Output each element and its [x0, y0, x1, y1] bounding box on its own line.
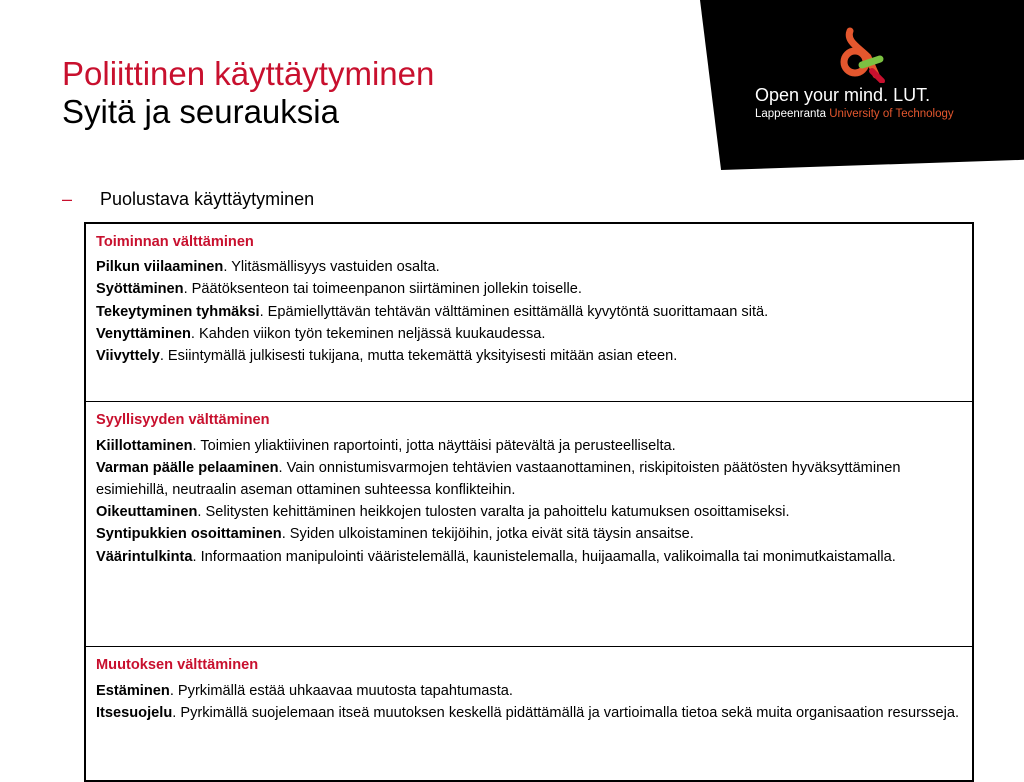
ampersand-logo-icon [838, 27, 888, 83]
entry-description: . Syiden ulkoistaminen tekijöihin, jotka eivät sitä täysin ansaitse. [281, 526, 694, 543]
list-item [96, 301, 962, 323]
list-item [96, 523, 962, 545]
entry-term: Venyttäminen [96, 325, 191, 342]
logo-university: University of Technology [829, 108, 954, 120]
bullet-marker: – [62, 189, 73, 209]
entry-term: Pilkun viilaaminen [96, 259, 224, 276]
list-item [96, 256, 962, 278]
entry-description: . Kahden viikon työn tekeminen neljässä kuukaudessa. [190, 325, 546, 342]
list-item [96, 546, 962, 568]
entry-term: Oikeuttaminen [96, 504, 198, 521]
entry-description: . Pyrkimällä suojelemaan itseä muutoksen keskellä pidättämällä ja vartioimalla tietoa sekä muita organisaation resursseja. [172, 704, 960, 721]
section-cell [85, 647, 973, 782]
table-row [85, 223, 973, 402]
section-cell [85, 223, 973, 402]
title-line-2: Syitä ja seurauksia [62, 93, 339, 130]
bullet-item [62, 188, 314, 210]
list-item [96, 457, 962, 501]
list-item [96, 680, 962, 702]
table-row [85, 402, 973, 647]
entry-term: Väärintulkinta [96, 548, 193, 565]
page-title [62, 55, 434, 131]
entry-description: . Ylitäsmällisyys vastuiden osalta. [223, 259, 440, 276]
title-line-1: Poliittinen käyttäytyminen [62, 55, 435, 92]
entry-term: Viivyttely [96, 348, 160, 365]
bullet-text: Puolustava käyttäytyminen [100, 189, 315, 209]
entry-term: Syntipukkien osoittaminen [96, 526, 282, 543]
entry-term: Syöttäminen [96, 281, 184, 298]
entry-term: Tekeytyminen tyhmäksi [96, 303, 260, 320]
section-heading: Toiminnan välttäminen [96, 234, 254, 250]
list-item [96, 702, 962, 724]
table-row [85, 647, 973, 782]
entry-term: Estäminen [96, 682, 170, 699]
section-heading: Muutoksen välttäminen [96, 657, 259, 674]
section-heading: Syyllisyyden välttäminen [96, 412, 270, 429]
entry-description: . Toimien yliaktiivinen raportointi, jotta näyttäisi pätevältä ja perusteelliselta. [192, 437, 676, 454]
table-body [85, 223, 973, 781]
list-item [96, 323, 962, 345]
entry-term: Varman päälle pelaaminen [96, 459, 279, 476]
entry-term: Kiillottaminen [96, 437, 193, 454]
list-item [96, 435, 962, 457]
list-item [96, 345, 962, 367]
entry-description: . Vain onnistumisvarmojen tehtävien vastaanottaminen, riskipitoisten päätösten hyväksyttäminen esimiehillä, neutraalin aseman ottaminen suhteessa konflikteihin. [96, 459, 901, 498]
logo-slogan: Open your mind. LUT. [755, 85, 931, 105]
list-item [96, 278, 962, 300]
section-cell [85, 402, 973, 647]
entry-description: . Päätöksenteon tai toimeenpanon siirtäminen jollekin toiselle. [183, 281, 582, 298]
entry-description: . Pyrkimällä estää uhkaavaa muutosta tapahtumasta. [169, 682, 513, 699]
entry-description: . Selitysten kehittäminen heikkojen tulosten varalta ja pahoittelu katumuksen osoittamiseksi. [197, 504, 790, 521]
entry-term: Itsesuojelu [96, 704, 173, 721]
entry-description: . Informaation manipulointi vääristelemällä, kaunistelemalla, huijaamalla, valikoimalla tai monimutkaistamalla. [192, 548, 896, 565]
logo-city: Lappeenranta [755, 108, 826, 120]
entry-description: . Epämiellyttävän tehtävän välttäminen esittämällä kyvytöntä suorittamaan sitä. [259, 303, 769, 320]
list-item [96, 501, 962, 523]
entry-description: . Esiintymällä julkisesti tukijana, mutta tekemättä yksityisesti mitään asian eteen. [159, 348, 678, 365]
logo-subtext [755, 107, 954, 122]
behaviour-table [84, 222, 974, 782]
